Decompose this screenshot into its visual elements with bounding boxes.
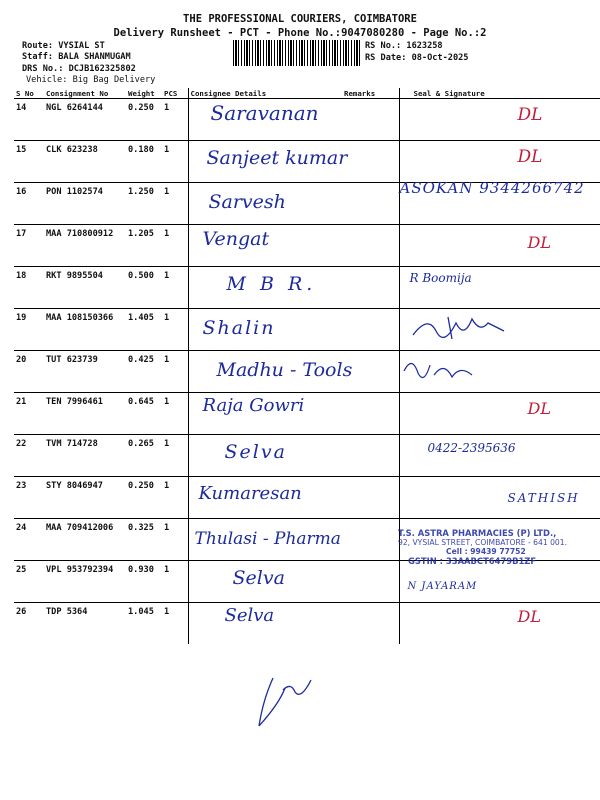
remarks-cell bbox=[342, 477, 399, 519]
sno-cell: 21 bbox=[14, 393, 44, 435]
sno-cell: 26 bbox=[16, 607, 27, 617]
pcs-cell: 1 bbox=[162, 351, 188, 393]
sno-cell: 15 bbox=[14, 141, 44, 183]
table-row bbox=[14, 225, 600, 267]
weight-cell: 0.930 bbox=[126, 561, 162, 603]
signature-scribble bbox=[408, 309, 528, 345]
remarks-cell bbox=[342, 519, 399, 561]
consignment-cell: RKT 9895504 bbox=[44, 267, 126, 309]
pcs-cell: 1 bbox=[162, 561, 188, 603]
table-row bbox=[14, 141, 600, 183]
seal-handwriting: N JAYARAM bbox=[407, 581, 478, 592]
seal-cell bbox=[399, 309, 600, 351]
consignment-cell: TVM 714728 bbox=[44, 435, 126, 477]
table-row bbox=[14, 99, 600, 141]
consignee-cell bbox=[188, 351, 353, 393]
seal-handwriting: DL bbox=[527, 233, 551, 252]
pcs-cell: 1 bbox=[162, 309, 188, 351]
seal-handwriting: ASOKAN 9344266742 bbox=[399, 179, 585, 197]
consignee-cell bbox=[188, 141, 348, 183]
stamp-line: 92, VYSIAL STREET, COIMBATORE - 641 001. bbox=[398, 538, 567, 547]
seal-cell bbox=[399, 179, 600, 225]
runsheet-subtitle: Delivery Runsheet - PCT - Phone No.:9047080280 - Page No.:2 bbox=[113, 27, 487, 39]
table-row bbox=[14, 267, 600, 309]
weight-cell: 0.325 bbox=[126, 519, 162, 561]
sno-cell: 16 bbox=[14, 183, 44, 225]
col-remarks: Remarks bbox=[342, 88, 399, 99]
pcs-cell: 1 bbox=[164, 607, 170, 617]
pcs-cell: 1 bbox=[162, 477, 188, 519]
sno-cell: 18 bbox=[14, 267, 44, 309]
stamp-line: Cell : 99439 77752 bbox=[446, 547, 526, 556]
consignee-handwriting: Selva bbox=[224, 441, 287, 463]
seal-handwriting: DL bbox=[517, 607, 541, 626]
pcs-cell: 1 bbox=[162, 99, 188, 141]
weight-cell: 1.045 bbox=[128, 607, 154, 617]
table-row bbox=[14, 393, 600, 435]
weight-cell: 1.205 bbox=[126, 225, 162, 267]
remarks-cell bbox=[342, 309, 399, 351]
pcs-cell: 1 bbox=[162, 393, 188, 435]
consignee-handwriting: Vengat bbox=[202, 228, 270, 250]
table-row bbox=[14, 477, 600, 519]
remarks-cell bbox=[342, 267, 399, 309]
consignment-cell: TUT 623739 bbox=[44, 351, 126, 393]
pcs-cell: 1 bbox=[162, 225, 188, 267]
consignee-cell bbox=[188, 477, 342, 519]
weight-cell: 0.265 bbox=[126, 435, 162, 477]
table-header-row bbox=[14, 88, 600, 99]
consignee-cell bbox=[188, 519, 342, 561]
remarks-cell bbox=[342, 393, 399, 435]
table-row bbox=[14, 603, 600, 645]
seal-handwriting: DL bbox=[517, 147, 543, 167]
remarks-cell bbox=[342, 141, 399, 183]
sno-cell: 24 bbox=[14, 519, 44, 561]
col-sno: S No bbox=[14, 88, 44, 99]
consignment-cell: VPL 953792394 bbox=[44, 561, 126, 603]
seal-cell bbox=[399, 393, 600, 435]
consignee-cell bbox=[188, 267, 342, 309]
signature-scribble bbox=[400, 351, 520, 387]
remarks-cell bbox=[342, 225, 399, 267]
rs-number: RS No.: 1623258 bbox=[365, 41, 443, 51]
seal-cell bbox=[399, 477, 600, 519]
consignment-cell: MAA 710800912 bbox=[44, 225, 126, 267]
consignee-handwriting: M B R. bbox=[226, 273, 317, 295]
seal-handwriting: DL bbox=[517, 105, 543, 125]
staff-signature bbox=[255, 670, 325, 730]
consignee-handwriting: Sarvesh bbox=[208, 191, 286, 213]
seal-cell bbox=[399, 267, 600, 309]
stamp-line: GSTIN : 33AABCT6479B1ZF bbox=[408, 556, 537, 566]
pcs-cell: 1 bbox=[162, 141, 188, 183]
consignment-cell: TEN 7996461 bbox=[44, 393, 126, 435]
consignee-handwriting: Selva bbox=[224, 605, 275, 626]
consignment-cell: NGL 6264144 bbox=[44, 99, 126, 141]
consignee-handwriting: Selva bbox=[232, 567, 285, 589]
weight-cell: 0.250 bbox=[126, 99, 162, 141]
consignment-cell: CLK 623238 bbox=[44, 141, 126, 183]
pcs-cell: 1 bbox=[162, 519, 188, 561]
consignee-cell bbox=[188, 309, 342, 351]
consignment-cell: TDP 5364 bbox=[46, 607, 88, 617]
weight-cell: 0.425 bbox=[126, 351, 162, 393]
seal-cell bbox=[399, 603, 600, 645]
col-pcs: PCS bbox=[162, 88, 188, 99]
consignee-handwriting: Thulasi - Pharma bbox=[194, 529, 341, 549]
pcs-cell: 1 bbox=[162, 267, 188, 309]
consignment-cell: STY 8046947 bbox=[44, 477, 126, 519]
seal-handwriting: R Boomija bbox=[409, 271, 472, 285]
drs-label: DRS No.: DCJB162325802 bbox=[22, 64, 136, 74]
sno-cell: 25 bbox=[14, 561, 44, 603]
staff-label: Staff: BALA SHANMUGAM bbox=[22, 52, 131, 62]
pcs-cell: 1 bbox=[162, 183, 188, 225]
rs-date: RS Date: 08-Oct-2025 bbox=[365, 53, 469, 63]
sno-cell: 20 bbox=[14, 351, 44, 393]
table-row bbox=[14, 351, 600, 393]
consignee-cell bbox=[188, 183, 342, 225]
consignee-cell bbox=[188, 225, 342, 267]
stamp-line: T.S. ASTRA PHARMACIES (P) LTD., bbox=[398, 528, 557, 538]
company-title: THE PROFESSIONAL COURIERS, COIMBATORE bbox=[183, 13, 417, 25]
consignee-handwriting: Sanjeet kumar bbox=[206, 147, 348, 169]
sno-cell: 22 bbox=[14, 435, 44, 477]
col-consignment: Consignment No bbox=[44, 88, 126, 99]
seal-cell bbox=[399, 435, 600, 477]
seal-cell bbox=[399, 141, 600, 183]
sno-cell: 23 bbox=[14, 477, 44, 519]
consignee-handwriting: Madhu - Tools bbox=[216, 359, 353, 381]
remarks-cell bbox=[342, 603, 399, 645]
company-stamp bbox=[398, 528, 593, 572]
barcode-image bbox=[233, 40, 361, 66]
consignee-handwriting: Kumaresan bbox=[198, 483, 302, 504]
remarks-cell bbox=[342, 351, 399, 393]
consignee-cell bbox=[188, 435, 342, 477]
pcs-cell: 1 bbox=[162, 435, 188, 477]
consignee-cell bbox=[188, 603, 342, 645]
seal-handwriting: DL bbox=[527, 399, 551, 418]
weight-cell: 0.500 bbox=[126, 267, 162, 309]
consignment-cell: PON 1102574 bbox=[44, 183, 126, 225]
weight-cell: 1.250 bbox=[126, 183, 162, 225]
seal-cell bbox=[399, 351, 600, 393]
remarks-cell bbox=[342, 183, 399, 225]
col-weight: Weight bbox=[126, 88, 162, 99]
consignee-handwriting: Saravanan bbox=[210, 101, 319, 125]
weight-cell: 0.645 bbox=[126, 393, 162, 435]
seal-cell bbox=[399, 99, 600, 141]
sno-cell: 17 bbox=[14, 225, 44, 267]
consignee-cell bbox=[188, 393, 342, 435]
table-row bbox=[14, 183, 600, 225]
weight-cell: 0.250 bbox=[126, 477, 162, 519]
seal-cell bbox=[399, 225, 600, 267]
vehicle-label: Vehicle: Big Bag Delivery bbox=[26, 75, 156, 85]
weight-cell: 1.405 bbox=[126, 309, 162, 351]
consignment-cell: MAA 709412006 bbox=[44, 519, 126, 561]
remarks-cell bbox=[342, 561, 399, 603]
table-row bbox=[14, 309, 600, 351]
route-label: Route: VYSIAL ST bbox=[22, 41, 105, 51]
table-row bbox=[14, 435, 600, 477]
sno-cell: 19 bbox=[14, 309, 44, 351]
consignee-handwriting: Shalin bbox=[202, 317, 276, 339]
consignee-cell bbox=[188, 561, 342, 603]
col-seal: Seal & Signature bbox=[399, 88, 600, 99]
seal-handwriting: SATHISH bbox=[507, 491, 580, 505]
sno-cell: 14 bbox=[14, 99, 44, 141]
seal-handwriting: 0422-2395636 bbox=[427, 441, 516, 455]
consignee-cell bbox=[188, 99, 342, 141]
consignment-cell: MAA 108150366 bbox=[44, 309, 126, 351]
col-consignee: Consignee Details bbox=[188, 88, 342, 99]
weight-cell: 0.180 bbox=[126, 141, 162, 183]
consignee-handwriting: Raja Gowri bbox=[202, 395, 305, 416]
remarks-cell bbox=[342, 99, 399, 141]
remarks-cell bbox=[342, 435, 399, 477]
